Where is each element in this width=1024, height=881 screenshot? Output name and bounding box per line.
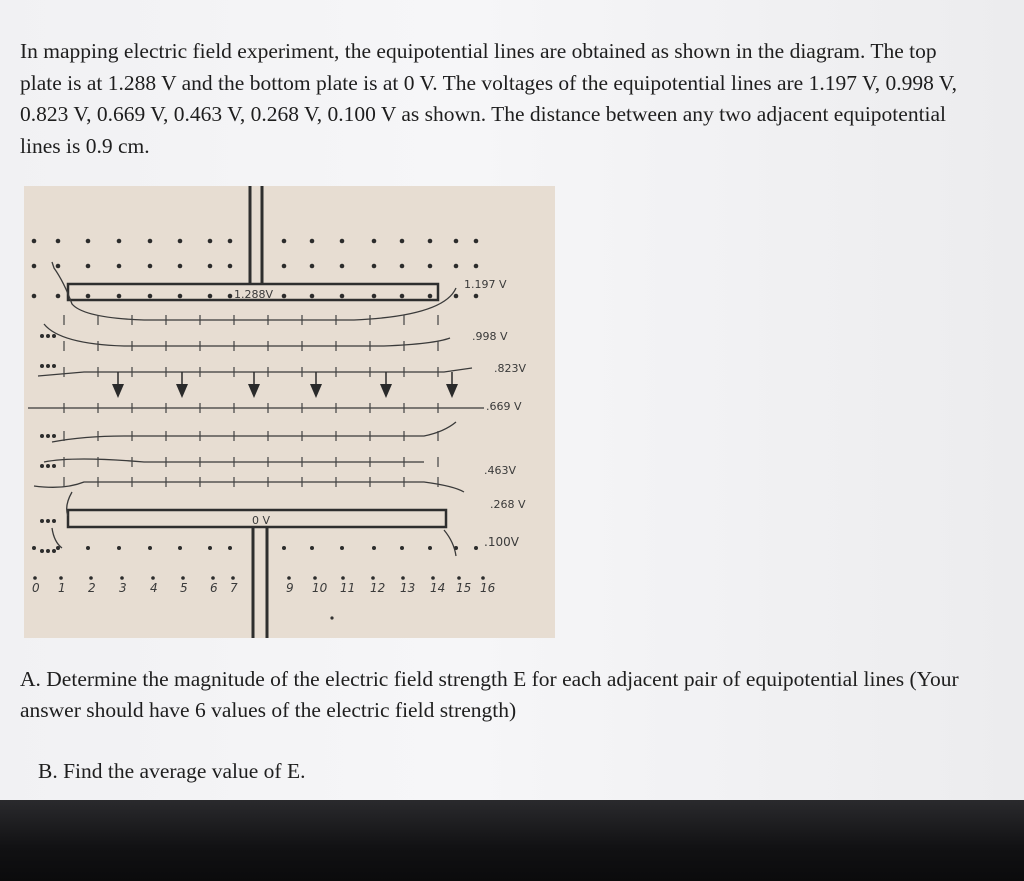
probe-dot xyxy=(428,239,433,244)
probe-dot xyxy=(474,294,479,299)
probe-dot xyxy=(46,434,50,438)
column-number: 14 xyxy=(430,581,446,595)
column-number: 13 xyxy=(400,581,416,595)
probe-dot xyxy=(454,239,459,244)
bottom-plate-label: 0 V xyxy=(252,514,271,527)
probe-dot xyxy=(178,546,182,550)
probe-dot-grid xyxy=(32,239,479,553)
probe-dot xyxy=(228,239,233,244)
probe-dot xyxy=(310,264,315,269)
probe-dot xyxy=(178,239,183,244)
probe-dot xyxy=(117,294,122,299)
probe-dot xyxy=(148,264,153,269)
column-number: 4 xyxy=(150,581,158,595)
probe-dot xyxy=(178,294,183,299)
field-arrow xyxy=(446,384,458,398)
probe-dot xyxy=(56,294,61,299)
column-number: 15 xyxy=(456,581,472,595)
probe-dot xyxy=(40,464,44,468)
field-arrow xyxy=(310,384,322,398)
column-number: 2 xyxy=(88,581,96,595)
measurement-ticks xyxy=(64,315,438,487)
column-number: 10 xyxy=(312,581,328,595)
probe-dot xyxy=(46,549,50,553)
probe-dot xyxy=(400,239,405,244)
probe-dot xyxy=(400,294,405,299)
label-0998: .998 V xyxy=(472,330,508,343)
probe-dot xyxy=(32,546,36,550)
field-arrow xyxy=(176,384,188,398)
probe-dot xyxy=(310,239,315,244)
column-number: 9 xyxy=(286,581,294,595)
probe-dot xyxy=(46,334,50,338)
probe-dot xyxy=(282,264,287,269)
column-number: 3 xyxy=(119,581,127,595)
probe-dot xyxy=(46,464,50,468)
top-plate-label: 1.288V xyxy=(234,288,274,301)
probe-dot xyxy=(228,264,233,269)
question-a: A. Determine the magnitude of the electric field strength E for each adjacent pair of equipotential lines (Your answer should have 6 values of the electric field strength) xyxy=(20,667,959,722)
equipotential-labels xyxy=(464,278,526,549)
probe-dot xyxy=(474,239,479,244)
probe-dot xyxy=(40,334,44,338)
probe-dot xyxy=(52,549,56,553)
probe-dot xyxy=(454,294,459,299)
probe-dot xyxy=(454,264,459,269)
probe-dot xyxy=(52,364,56,368)
probe-dot xyxy=(372,294,377,299)
column-number: 6 xyxy=(210,581,218,595)
equipotential-line-0268-end xyxy=(67,492,72,516)
probe-dot xyxy=(372,546,376,550)
probe-dot xyxy=(40,519,44,523)
probe-dot xyxy=(310,546,314,550)
probe-dot xyxy=(56,264,61,269)
column-number: 16 xyxy=(480,581,496,595)
probe-dot xyxy=(310,294,315,299)
probe-dot xyxy=(178,264,183,269)
field-arrow xyxy=(248,384,260,398)
electrode-stems xyxy=(250,186,267,638)
equipotential-line-0100-left xyxy=(52,528,62,548)
probe-dot xyxy=(208,239,213,244)
probe-dot xyxy=(52,334,56,338)
probe-dot xyxy=(428,264,433,269)
probe-dot xyxy=(282,546,286,550)
monitor-bezel xyxy=(0,800,1024,881)
probe-dot xyxy=(32,239,37,244)
probe-dot xyxy=(340,546,344,550)
probe-dot xyxy=(282,239,287,244)
probe-dot xyxy=(148,546,152,550)
probe-dot xyxy=(340,294,345,299)
column-number: 0 xyxy=(32,581,40,595)
label-0823: .823V xyxy=(494,362,527,375)
probe-dot xyxy=(86,294,91,299)
probe-dot xyxy=(428,294,433,299)
column-number: 11 xyxy=(340,581,356,595)
probe-dot xyxy=(52,434,56,438)
field-arrows xyxy=(112,372,458,398)
probe-dot xyxy=(372,239,377,244)
probe-dot xyxy=(282,294,287,299)
label-0669: .669 V xyxy=(486,400,522,413)
probe-dot xyxy=(208,294,213,299)
probe-dot xyxy=(428,546,432,550)
label-0100: .100V xyxy=(484,535,519,549)
question-b: B. Find the average value of E. xyxy=(38,759,306,783)
equipotential-lines xyxy=(28,262,484,556)
probe-dot xyxy=(400,546,404,550)
label-0268: .268 V xyxy=(490,498,526,511)
probe-dot xyxy=(340,264,345,269)
probe-dot xyxy=(148,239,153,244)
probe-dot xyxy=(117,264,122,269)
column-number: 12 xyxy=(370,581,386,595)
column-number: 5 xyxy=(180,581,188,595)
probe-dot xyxy=(52,519,56,523)
equipotential-line-0823 xyxy=(38,368,472,376)
probe-dot xyxy=(40,364,44,368)
probe-dot xyxy=(400,264,405,269)
probe-dot xyxy=(228,546,232,550)
equipotential-line-0998 xyxy=(44,324,450,346)
field-arrow xyxy=(380,384,392,398)
equipotential-line-0100-right xyxy=(444,530,456,556)
diagram-svg xyxy=(24,186,555,638)
probe-dot xyxy=(474,264,479,269)
equipotential-diagram xyxy=(24,186,555,638)
probe-dot xyxy=(474,546,478,550)
probe-dot xyxy=(86,546,90,550)
equipotential-line-0463 xyxy=(52,422,456,442)
probe-dot xyxy=(46,364,50,368)
probe-dot xyxy=(117,239,122,244)
probe-dot xyxy=(32,294,37,299)
probe-dot xyxy=(86,264,91,269)
label-1197: 1.197 V xyxy=(464,278,507,291)
probe-dot xyxy=(117,546,121,550)
probe-dot xyxy=(46,519,50,523)
probe-dot xyxy=(40,549,44,553)
probe-dot xyxy=(40,434,44,438)
column-number: 7 xyxy=(230,581,238,595)
label-0463: .463V xyxy=(484,464,517,477)
probe-dot xyxy=(86,239,91,244)
field-arrow xyxy=(112,384,124,398)
probe-dot xyxy=(148,294,153,299)
column-numbers xyxy=(32,576,496,595)
probe-dot xyxy=(208,546,212,550)
probe-dot xyxy=(208,264,213,269)
probe-dot xyxy=(340,239,345,244)
problem-statement: In mapping electric field experiment, the equipotential lines are obtained as shown in the diagram. The top plate is at 1.288 V and the bottom plate is at 0 V. The voltages of the equipotential lines are 1.197 V, 0.998 V, 0.823 V, 0.669 V, 0.463 V, 0.268 V, 0.100 V as shown. The distance between any two adjacent equipotential lines is 0.9 cm. xyxy=(20,39,957,158)
probe-dot xyxy=(52,464,56,468)
probe-dot xyxy=(228,294,233,299)
probe-dot xyxy=(372,264,377,269)
probe-dot xyxy=(32,264,37,269)
column-number: 1 xyxy=(58,581,66,595)
probe-dot xyxy=(56,239,61,244)
